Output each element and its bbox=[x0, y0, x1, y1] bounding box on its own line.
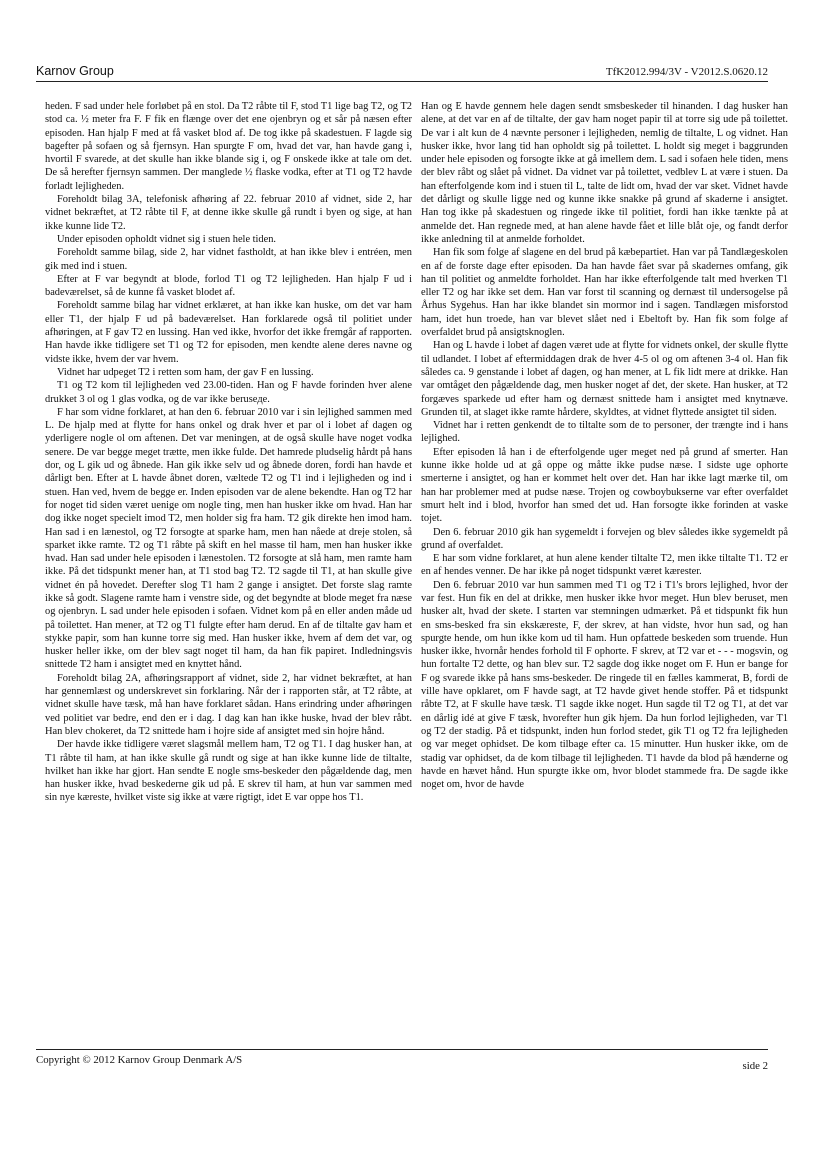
paragraph: Efter at F var begyndt at blode, forlod T1 og T2 lejligheden. Han hjalp F ud i badeværelset, så de kunne få vasket blodet af. bbox=[45, 273, 412, 299]
footer-divider bbox=[36, 1049, 768, 1050]
paragraph: Foreholdt bilag 3A, telefonisk afhøring af 22. februar 2010 af vidnet, side 2, har vidnet bekræftet, at T2 råbte til F, at denne ikke skulle gå rundt i byen og sige, at han ikke kunne lide T2. bbox=[45, 194, 412, 232]
paragraph: T1 og T2 kom til lejligheden ved 23.00-tiden. Han og F havde forinden hver alene drukket 3 ol og 1 glas vodka, og de var ikke beruseде. bbox=[45, 380, 412, 405]
page-header bbox=[36, 60, 768, 82]
paragraph: Efter episoden lå han i de efterfolgende uger meget ned på grund af smerter. Han kunne ikke holde ud at gå oppe og måtte ikke pudse næse. I sidste uge ophorte smerterne i ansigtet, og han er kommet helt over det. Han har ikke lagt mærke til, om han har problemer med at pudse næse. Trojen og cowboybukserne var efter overfaldet smurt helt ind i blod, hvorfor han smed det ud. Han forsogte ikke forinden at vaske tojet. bbox=[421, 446, 788, 525]
paragraph: E har som vidne forklaret, at hun alene kender tiltalte T2, men ikke tiltalte T1. T2 er en af hendes venner. De har ikke på noget tidspunkt været kærester. bbox=[421, 553, 788, 578]
paragraph: Vidnet har udpeget T2 i retten som ham, der gav F en lussing. bbox=[57, 366, 314, 378]
right-column bbox=[421, 100, 788, 791]
copyright-notice: Copyright © 2012 Karnov Group Denmark A/S bbox=[36, 1054, 243, 1066]
paragraph: Han og L havde i lobet af dagen været ude at flytte for vidnets onkel, der skulle flytte til udlandet. I lobet af eftermiddagen drak de hver 4-5 ol og om aftenen 3-4 ol. Han fik således ca. 9 genstande i lobet af dagen, og han mener, at L fik lidt mere at drikke. Han var omtåget den pågældende dag, men husker noget af det, der skete. Han husker, at T2 forgæves sparkede ud efter ham og dernæst snittede ham i ansigtet med knytnæve. Grunden til, at slaget ikke ramte hårdere, skyldtes, at vidnet flyttede ansigtet til siden. bbox=[421, 340, 788, 418]
paragraph: Han fik som folge af slagene en del brud på kæbepartiet. Han var på Tandlægeskolen en af de forste dage efter episoden. Da han havde fået svar på skadernes omfang, gik han til politiet og anmeldte forholdet. Han har ikke efterfolgende talt med hverken T1 eller T2 og har ikke set dem. Han var forst til scanning og dernæst til undersogelse på Århus Sygehus. Han har ikke blandet sin mormor ind i sagen. Tandlægen misforstod ham, idet hun troede, han var blevet slået ned i Ebeltoft by. Han fik som folge af overfaldet brud på ansigtsknoglen. bbox=[421, 247, 788, 339]
paragraph: Under episoden opholdt vidnet sig i stuen hele tiden. bbox=[57, 233, 277, 245]
paragraph: heden. F sad under hele forløbet på en stol. Da T2 råbte til F, stod T1 lige bag T2, og T2 stod ca. ½ meter fra F. F fik en flænge over det ene ojenbryn og et sår på næsen efter episoden. Han hjalp F med at få vasket blod af. De tog ikke på skadestuen. F lagde sig bagefter på sofaen og så fjernsyn. Han spurgte F om, hvad det var, han havde gang i, hvortil F svarede, at det skulle han ikke blande sig i, og F onskede ikke at tale om det. De så herefter fjernsyn sammen. Der manglede ½ flaske vodka, efter at T1 og T2 havde forladt lejligheden. bbox=[45, 101, 412, 192]
paragraph: Den 6. februar 2010 var hun sammen med T1 og T2 i T1's brors lejlighed, hvor der var fest. Hun fik en del at drikke, men husker ikke hvor meget. Hun blev beruset, men husker alt, hvad der skete. I starten var stemningen udmærket. På et tidspunkt fik hun en sms-besked fra sin ekskæreste, F, der skrev, at han vidste, hvor hun sad, og han spurgte hende, om hun ikke kom ud til ham. Hun opfattede beskeden som truende. Hun husker ikke, hvornår hendes forhold til F ophorte. F skrev, at T2 var et - - - mogsvin, og hun fortalte T2 dette, og han blev sur. T2 sagde dog ikke noget om F. Hun er bange for F og svarede ikke på hans sms-beskeder. De ringede til en fælles kammerat, B, fordi de ville have opklaret, om F havde sagt, at T2 havde givet hende stoffer. På et tidspunkt råbte T2, at F skulle have tæsk. T1 sagde ikke noget. Hun sagde til T2 og T1, at det var en dårlig idé at give F tæsk, hvorefter hun gik hjem. Da hun forlod lejligheden, var T1 og T2 der stadig. På et tidspunkt, inden hun forlod stedet, gik T1 og T2 fra lejligheden og var meget ophidset. De kom tilbage efter ca. 15 minutter. Hun husker ikke, om de stadig var ophidset, da de kom tilbage til lejligheden. T1 havde da blod på hænderne og havde en hævet hånd. Hun spurgte ikke om, hvor blodet stammede fra. De sagde ikke noget om, hvor de havde bbox=[421, 579, 788, 791]
header-divider bbox=[36, 81, 768, 82]
paragraph: Vidnet har i retten genkendt de to tiltalte som de to personer, der trængte ind i hans lejlighed. bbox=[421, 420, 788, 445]
paragraph: Foreholdt bilag 2A, afhøringsrapport af vidnet, side 2, har vidnet bekræftet, at han har gennemlæst og underskrevet sin forklaring. Når der i rapporten står, at T2 råbte, at vidnet skulle have tæsk, må han have forklaret sådan. Hans erindring under afhøringen ved politiet var bedre, end den er i dag. I dag kan han ikke huske, hvad der blev råbt. Han blev chokeret, da T2 snittede ham i hojre side af ansigtet med sin hojre hånd. bbox=[45, 672, 412, 737]
paragraph: F har som vidne forklaret, at han den 6. februar 2010 var i sin lejlighed sammen med L. De hjalp med at flytte for hans onkel og drak hver et par ol i lobet af dagen og yderligere nogle ol om aftenen. Det var meningen, at de også skulle have noget vodka senere. De var begge meget trætte, men ikke fulde. Det hamrede pludselig hårdt på hans dor, og L gik ud og åbnede. Han gik ikke selv ud og åbnede doren, fordi han havde et dårligt ben. Efter at L havde åbnet doren, væltede T2 og T1 ind i lejligheden og ind i stuen. Han ved, hvem de begge er. Inden episoden var de alene bekendte. Han og T2 har for noget tid siden været uenige om nogle ting, men han husker ikke om hvad. Han har dog ikke noget specielt imod T2, men holder sig fra ham. T2 gik direkte hen imod ham. Han sad i en lænestol, og T2 forsogte at sparke ham, men han nåede at dreje stolen, så sparket ikke ramte. T2 og T1 råbte på skift en hel masse til ham, men han husker ikke hvad. Han sad under hele episoden i lænestolen. T2 forsogte at slå ham, men ramte ham ikke. På det tidspunkt mener han, at T1 stod bag T2. T2 sagde til T1, at han skulle give vidnet én på hovedet. Derefter slog T1 ham 2 gange i ansigtet. Det forste slag ramte ikke så godt. Slagene ramte ham i venstre side, og det begyndte at blode meget fra næse og ojenbryn. L sad under hele episoden i sofaen. Vidnet kom på en eller anden måde ud på toilettet. Han mener, at T2 og T1 fulgte efter ham derud. En af de tiltalte gav ham et stykke papir, som han kunne torre sig med. Han husker ikke, hvem af dem det var, og husker heller ikke, om der blev sagt noget til ham, da han fik papiret. Indledningsvis snittede T2 ham i ansigtet med en knyttet hånd. bbox=[45, 406, 412, 671]
left-column bbox=[45, 100, 412, 805]
paragraph: Foreholdt samme bilag, side 2, har vidnet fastholdt, at han ikke blev i entréen, men gik med ind i stuen. bbox=[45, 247, 412, 272]
document-reference: TfK2012.994/3V - V2012.S.0620.12 bbox=[605, 66, 768, 78]
page-number: side 2 bbox=[742, 1060, 768, 1072]
paragraph: Den 6. februar 2010 gik han sygemeldt i forvejen og blev således ikke sygemeldt på grund af overfaldet. bbox=[421, 526, 788, 551]
paragraph: Foreholdt samme bilag har vidnet erklæret, at han ikke kan huske, om det var ham eller T1, der hjalp F ud på badeværelset. Han forklarede også til politiet under afhøringen, at F gav T2 en lussing. Han ved ikke, hvorfor det ikke fremgår af rapporten. Han havde ikke tidligere set T1 og T2 for episoden, men kendte alene deres navne og vidste ikke, hvem der var hvem. bbox=[45, 300, 412, 365]
paragraph: Der havde ikke tidligere været slagsmål mellem ham, T2 og T1. I dag husker han, at T1 råbte til ham, at han ikke skulle gå rundt og sige at han ikke kunne lide de tiltalte, hvilket han ikke har gjort. Han sendte E nogle sms-beskeder den pågældende dag, men han husker ikke, hvad beskederne gik ud på. E skrev til ham, at hun var sammen med sin nye kæreste, hvilket viste sig ikke at være rigtigt, idet E var oppe hos T1. bbox=[45, 739, 412, 804]
paragraph: Han og E havde gennem hele dagen sendt smsbeskeder til hinanden. I dag husker han alene, at det var en af de tiltalte, der gav ham noget papir til at torre sig ude på toilettet. De var i alt kun de 4 nævnte personer i lejligheden, nemlig de tiltalte, L og vidnet. Han husker ikke, hvor lang tid han opholdt sig på toilettet. L holdt sig meget i baggrunden under hele episoden og forsogte ikke at gå imellem dem. L sad i sofaen hele tiden, mens der blev råbt og slået på vidnet. Da vidnet var på toilettet, vedblev L at være i stuen. Da han efterfolgende kom ind i stuen til L, talte de lidt om, hvad der var sket. Vidnet havde det dårligt og skulle ligge ned og kunne ikke snakke på grund af skaderne i ansigtet. Han tog ikke på skadestuen og ringede ikke til politiet, fordi han ikke tænkte på at anmelde det. Han regnede med, at han alene havde fået et lille blåt oje, og fandt derfor ikke anledning til at anmelde forholdet. bbox=[421, 101, 788, 245]
publisher-name: Karnov Group bbox=[36, 64, 114, 78]
